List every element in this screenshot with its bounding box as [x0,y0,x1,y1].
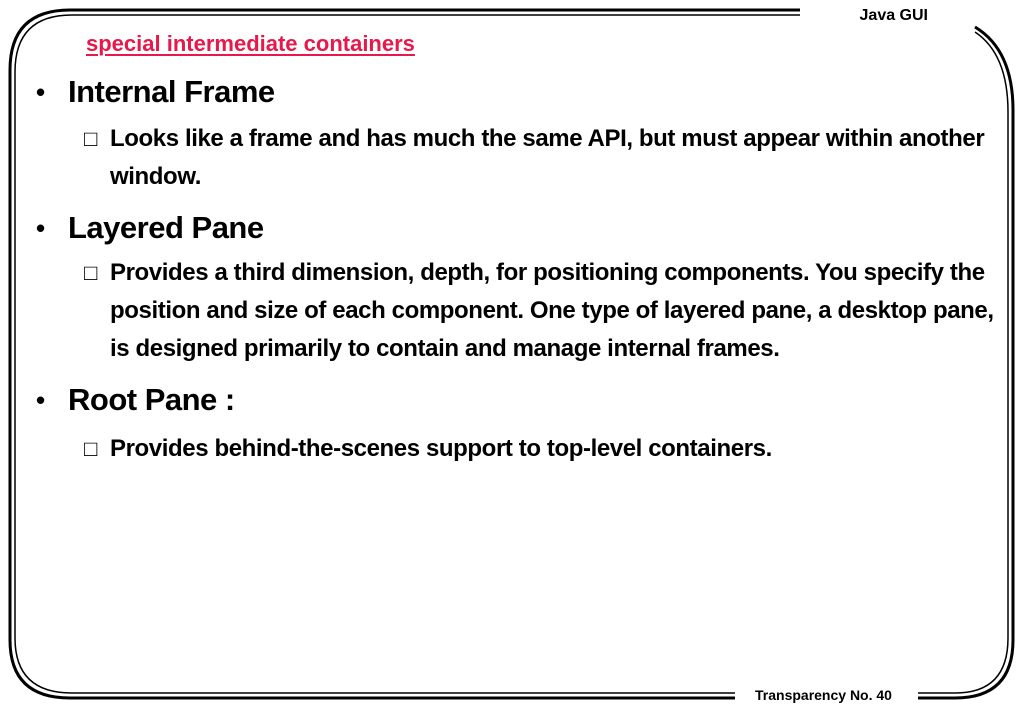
bullet-item-root-pane [34,380,994,420]
sub-item-layered-pane [34,254,994,368]
sub-item-text: Looks like a frame and has much the same API, but must appear within another window. [110,125,985,190]
sub-bullet-icon: □ [84,436,97,461]
bullet-icon: • [36,77,45,107]
sub-item-internal-frame [34,120,994,196]
bullet-icon: • [36,385,45,415]
bullet-item-label: Layered Pane [68,210,264,245]
sub-item-root-pane [34,430,994,468]
sub-bullet-icon: □ [84,126,97,151]
header-title: Java GUI [856,7,932,25]
footer-page-label: Transparency No. 40 [752,686,895,704]
bullet-icon: • [36,213,45,243]
section-title: special intermediate containers [86,31,415,56]
slide-content [34,72,994,468]
bullet-item-label: Root Pane : [68,382,235,417]
sub-item-text: Provides behind-the-scenes support to top-level containers. [110,435,772,462]
bullet-item-layered-pane [34,208,994,248]
bullet-item-label: Internal Frame [68,74,275,109]
bullet-item-internal-frame [34,72,994,112]
sub-bullet-icon: □ [84,260,97,285]
sub-item-text: Provides a third dimension, depth, for positioning components. You specify the position and size of each component. One type of layered pane, a desktop pane, is designed primarily to contain and manage internal frames. [110,259,994,362]
